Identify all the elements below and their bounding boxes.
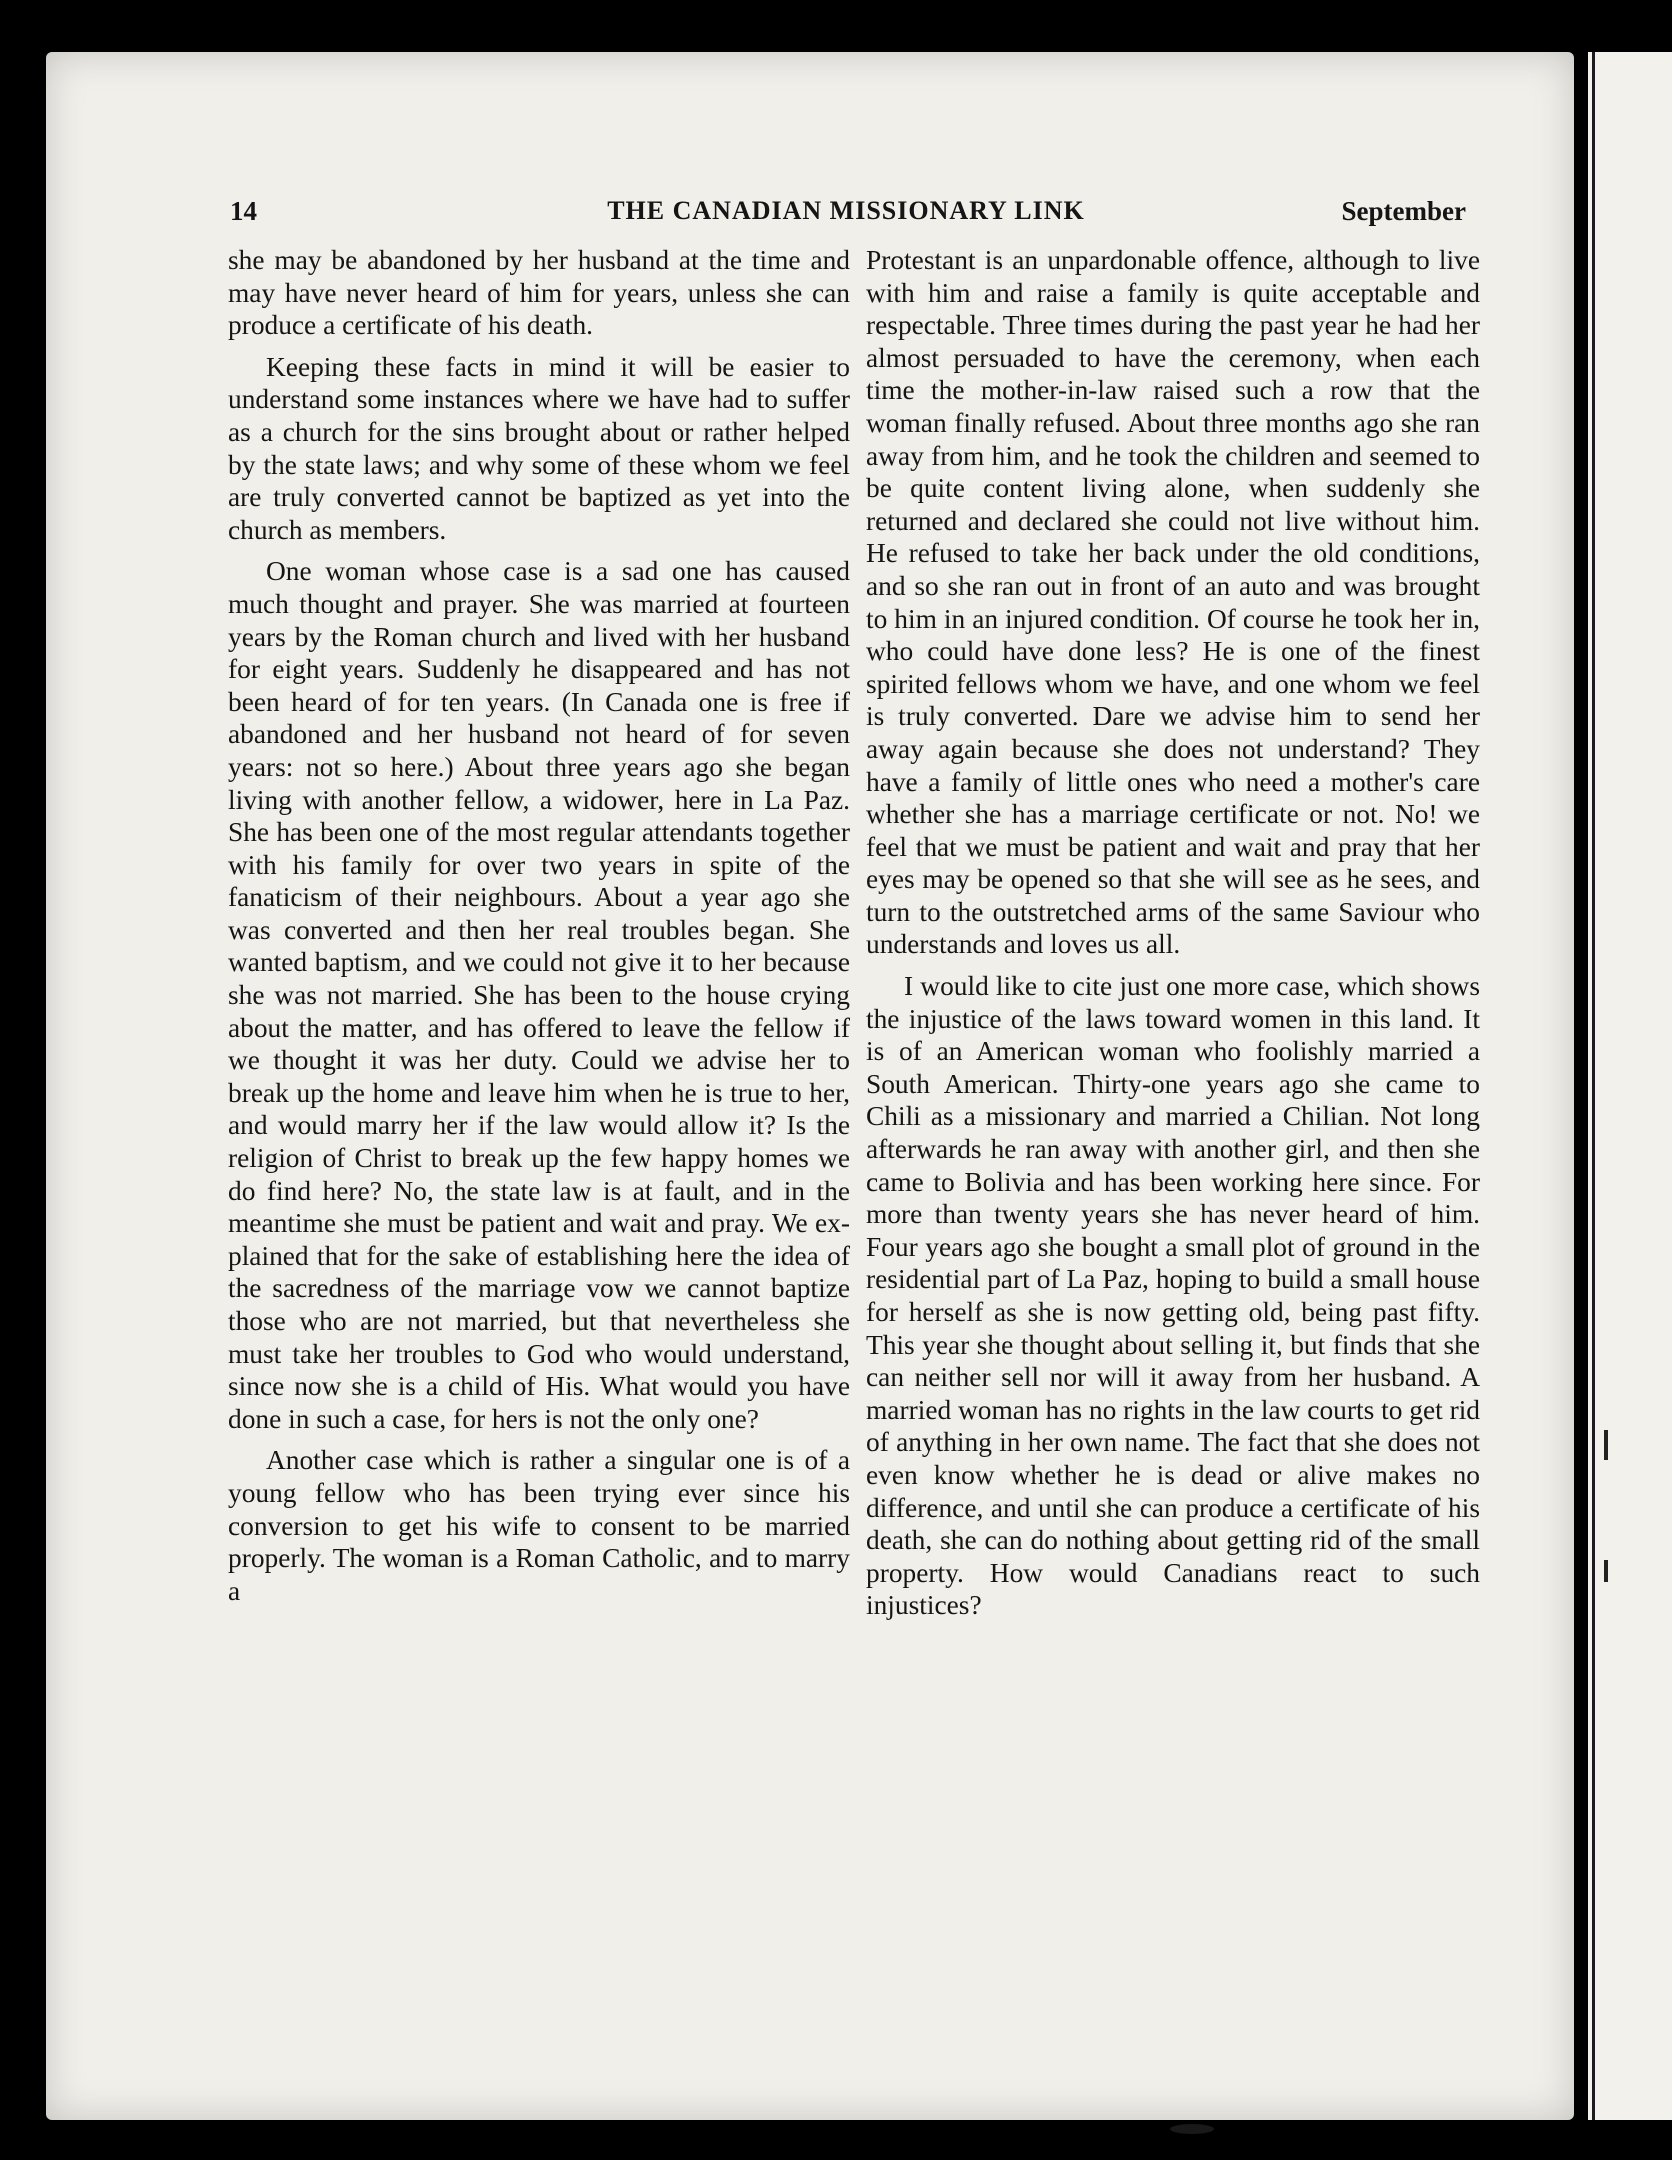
- left-column: [228, 244, 850, 1616]
- right-column: [866, 244, 1480, 1631]
- issue-month: September: [1341, 196, 1466, 226]
- margin-mark: [1604, 1430, 1608, 1460]
- margin-mark: [1604, 1560, 1608, 1582]
- paragraph: Protestant is an unpardonable offence, although to live with him and raise a family is quite acceptable and respectable. Three times during the past year he had her almost persuaded to have the ceremony, when each time the mother-in-law raised such a row that the woman finally refused. About three months ago she ran away from him, and he took the children and seemed to be quite content living alone, when suddenly she returned and declared she could not live without him. He refused to take her back under the old conditions, and so she ran out in front of an auto and was brought to him in an injured condition. Of course he took her in, who could have done less? He is one of the finest spirited fellows whom we have, and one whom we feel is truly converted. Dare we advise him to send her away again because she does not understand? They have a family of little ones who need a mother's care whether she has a marriage certificate or not. No! we feel that we must be patient and wait and pray that her eyes may be opened so that she will see as he sees, and turn to the outstretched arms of the same Saviour who understands and loves us all.: [866, 245, 1480, 960]
- journal-title: THE CANADIAN MISSIONARY LINK: [607, 196, 1085, 225]
- ink-smudge: [1170, 2124, 1214, 2134]
- paragraph: One woman whose case is a sad one has caused much thought and prayer. She was married at fourteen years by the Roman church and lived with her husband for eight years. Suddenly he disappeared and has not been heard of for ten years. (In Canada one is free if abandoned and her husband not heard of for seven years: not so here.) About three years ago she began living with another fellow, a widower, here in La Paz. She has been one of the most regular attendants together with his family for over two years in spite of the fanaticism of their neighbours. About a year ago she was converted and then her real troubles began. She wanted baptism, and we could not give it to her because she was not married. She has been to the house crying about the matter, and has offered to leave the fellow if we thought it was her duty. Could we advise her to break up the home and leave him when he is true to her, and would marry her if the law would allow it? Is the religion of Christ to break up the few happy homes we do find here? No, the state law is at fault, and in the meantime she must be patient and wait and pray. We explained that for the sake of establishing here the idea of the sacredness of the marriage vow we cannot baptize those who are not married, but that nevertheless she must take her troubles to God who would understand, since now she is a child of His. What would you have done in such a case, for hers is not the only one?: [228, 556, 850, 1434]
- page-gutter-line: [1592, 52, 1595, 2120]
- paragraph: Another case which is rather a singular one is of a young fellow who has been trying ever since his conversion to get his wife to consent to be married properly. The woman is a Roman Catholic, and to marry a: [228, 1445, 850, 1606]
- next-page-edge: [1588, 52, 1672, 2120]
- paragraph: I would like to cite just one more case, which shows the injustice of the laws toward women in this land. It is of an American woman who foolishly married a South American. Thirty-one years ago she came to Chili as a missionary and married a Chilian. Not long afterwards he ran away with another girl, and then she came to Bolivia and has been working here since. For more than twenty years she has never heard of him. Four years ago she bought a small plot of ground in the residential part of La Paz, hoping to build a small house for herself as she is now getting old, being past fifty. This year she thought about selling it, but finds that she can neither sell nor will it away from her husband. A married woman has no rights in the law courts to get rid of anything in her own name. The fact that she does not even know whether he is dead or alive makes no difference, and until she can produce a certificate of his death, she can do nothing about getting rid of the small property. How would Canadians react to such injustices?: [866, 971, 1480, 1621]
- paragraph: she may be abandoned by her husband at the time and may have never heard of him for years, unless she can produce a certificate of his death.: [228, 245, 850, 341]
- paragraph: Keeping these facts in mind it will be easier to understand some instances where we have had to suffer as a church for the sins brought about or rather helped by the state laws; and why some of these whom we feel are truly converted cannot be baptized as yet into the church as members.: [228, 351, 850, 545]
- running-header: [226, 196, 1466, 232]
- page-number: 14: [230, 196, 257, 226]
